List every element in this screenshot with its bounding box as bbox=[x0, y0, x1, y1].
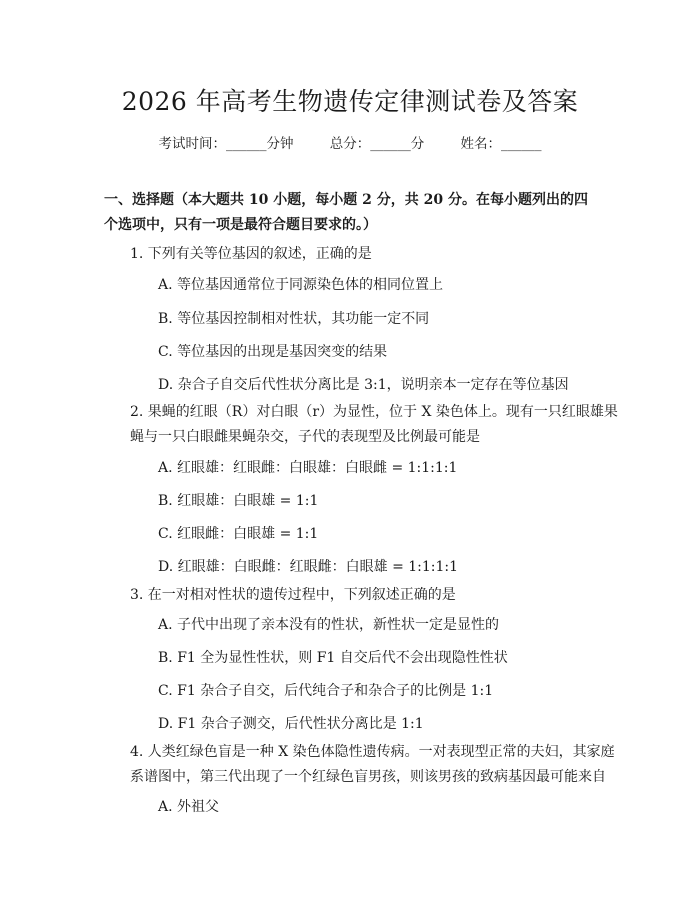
question-stem: 1. 下列有关等位基因的叙述，正确的是 bbox=[130, 246, 372, 262]
total-score-field: 总分：______分 bbox=[329, 136, 425, 152]
page-title: 2026 年高考生物遗传定律测试卷及答案 bbox=[121, 87, 579, 116]
option-a: A. 红眼雄：红眼雌：白眼雄：白眼雌 = 1:1:1:1 bbox=[158, 460, 458, 476]
option-b: B. 等位基因控制相对性状，其功能一定不同 bbox=[158, 311, 430, 327]
option-c: C. 等位基因的出现是基因突变的结果 bbox=[158, 344, 388, 360]
section-heading: 一、选择题（本大题共 10 小题，每小题 2 分，共 20 分。在每小题列出的四个选项中，只有一项是最符合题目要求的。） bbox=[104, 192, 588, 233]
option-a: A. 等位基因通常位于同源染色体的相同位置上 bbox=[158, 277, 444, 293]
question-stem: 3. 在一对相对性状的遗传过程中，下列叙述正确的是 bbox=[130, 587, 456, 603]
option-d: D. 杂合子自交后代性状分离比是 3:1，说明亲本一定存在等位基因 bbox=[158, 377, 569, 393]
option-d: D. F1 杂合子测交，后代性状分离比是 1:1 bbox=[158, 716, 424, 732]
exam-meta bbox=[0, 132, 700, 152]
question-stem: 2. 果蝇的红眼（R）对白眼（r）为显性，位于 X 染色体上。现有一只红眼雄果蝇与一只白眼雌果蝇杂交，子代的表现型及比例最可能是 bbox=[130, 404, 618, 445]
exam-time-field: 考试时间：______分钟 bbox=[158, 136, 294, 152]
option-c: C. F1 杂合子自交，后代纯合子和杂合子的比例是 1:1 bbox=[158, 683, 494, 699]
option-b: B. F1 全为显性性状，则 F1 自交后代不会出现隐性性状 bbox=[158, 650, 508, 666]
question-stem: 4. 人类红绿色盲是一种 X 染色体隐性遗传病。一对表现型正常的夫妇，其家庭系谱图中，第三代出现了一个红绿色盲男孩，则该男孩的致病基因最可能来自 bbox=[130, 744, 615, 785]
option-a: A. 子代中出现了亲本没有的性状，新性状一定是显性的 bbox=[158, 617, 500, 633]
option-c: C. 红眼雌：白眼雄 = 1:1 bbox=[158, 526, 319, 542]
student-name-field: 姓名：______ bbox=[460, 136, 542, 152]
option-b: B. 红眼雄：白眼雄 = 1:1 bbox=[158, 493, 319, 509]
option-a: A. 外祖父 bbox=[158, 799, 220, 815]
option-d: D. 红眼雄：白眼雌：红眼雌：白眼雄 = 1:1:1:1 bbox=[158, 559, 459, 575]
